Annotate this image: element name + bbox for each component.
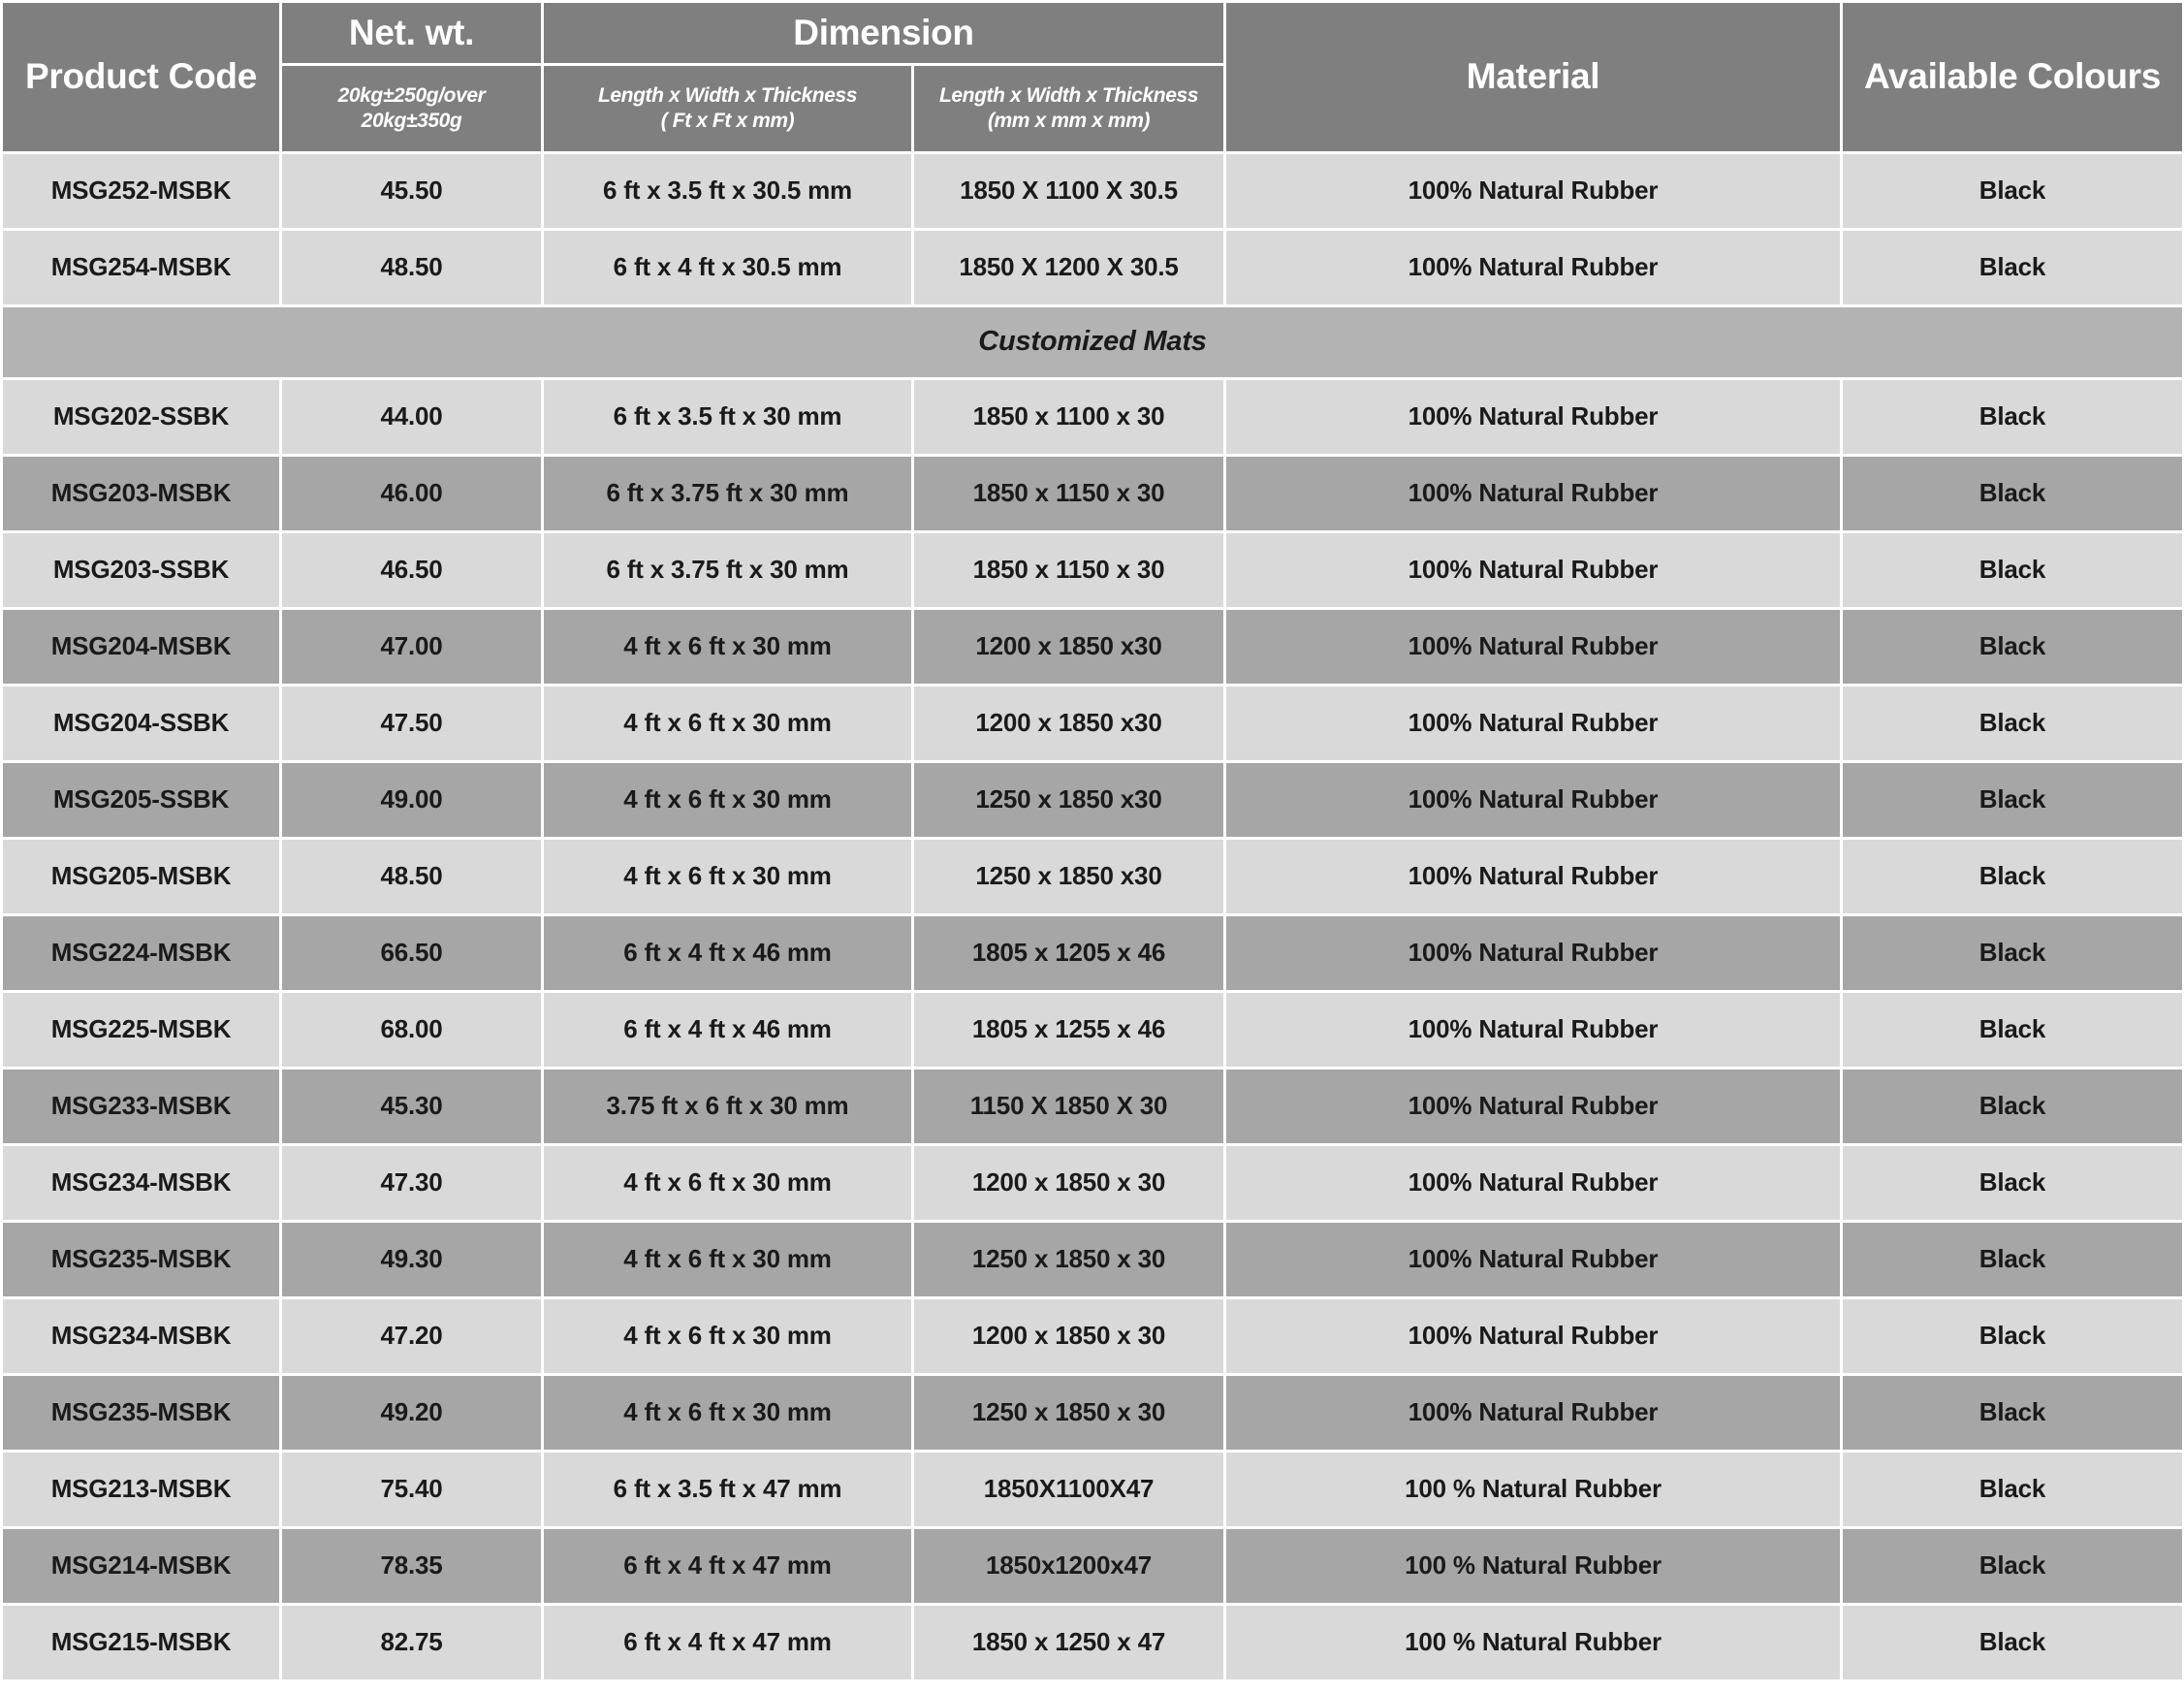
cell-material: 100% Natural Rubber [1225, 230, 1842, 306]
table-row [2, 1069, 2184, 1145]
subheader-net-wt-line1: 20kg±250g/over [337, 83, 486, 107]
cell-product-code: MSG233-MSBK [2, 1069, 281, 1145]
cell-dimension-ft: 4 ft x 6 ft x 30 mm [543, 1145, 913, 1222]
cell-net-weight: 45.50 [281, 153, 543, 230]
table-row [2, 686, 2184, 762]
column-header-product-code: Product Code [2, 2, 281, 153]
table-row [2, 379, 2184, 456]
cell-material: 100% Natural Rubber [1225, 1375, 1842, 1452]
cell-dimension-ft: 4 ft x 6 ft x 30 mm [543, 1298, 913, 1375]
subheader-dimension-mm [913, 65, 1225, 153]
cell-colour: Black [1842, 153, 2184, 230]
table-row [2, 153, 2184, 230]
cell-product-code: MSG235-MSBK [2, 1375, 281, 1452]
column-header-material: Material [1225, 2, 1842, 153]
cell-dimension-mm: 1250 x 1850 x30 [913, 839, 1225, 915]
cell-net-weight: 49.20 [281, 1375, 543, 1452]
table-row [2, 1145, 2184, 1222]
cell-net-weight: 48.50 [281, 230, 543, 306]
cell-product-code: MSG204-MSBK [2, 609, 281, 686]
cell-dimension-ft: 3.75 ft x 6 ft x 30 mm [543, 1069, 913, 1145]
cell-colour: Black [1842, 532, 2184, 609]
table-row [2, 1222, 2184, 1298]
cell-dimension-mm: 1850x1200x47 [913, 1528, 1225, 1605]
header-row-main [2, 2, 2184, 65]
cell-net-weight: 46.00 [281, 456, 543, 532]
cell-material: 100% Natural Rubber [1225, 609, 1842, 686]
cell-colour: Black [1842, 1452, 2184, 1528]
cell-colour: Black [1842, 1069, 2184, 1145]
cell-colour: Black [1842, 1528, 2184, 1605]
table-row [2, 992, 2184, 1069]
cell-dimension-mm: 1850 X 1100 X 30.5 [913, 153, 1225, 230]
table-row [2, 532, 2184, 609]
cell-material: 100% Natural Rubber [1225, 915, 1842, 992]
cell-dimension-ft: 6 ft x 4 ft x 46 mm [543, 992, 913, 1069]
cell-net-weight: 49.00 [281, 762, 543, 839]
cell-dimension-mm: 1850X1100X47 [913, 1452, 1225, 1528]
cell-dimension-ft: 4 ft x 6 ft x 30 mm [543, 686, 913, 762]
cell-dimension-ft: 6 ft x 4 ft x 47 mm [543, 1605, 913, 1681]
cell-colour: Black [1842, 1605, 2184, 1681]
subheader-dimension-ft-line2: ( Ft x Ft x mm) [660, 110, 795, 132]
cell-material: 100% Natural Rubber [1225, 1222, 1842, 1298]
section-header-label: Customized Mats [2, 306, 2184, 379]
cell-dimension-mm: 1200 x 1850 x30 [913, 686, 1225, 762]
cell-product-code: MSG254-MSBK [2, 230, 281, 306]
cell-product-code: MSG203-MSBK [2, 456, 281, 532]
cell-net-weight: 78.35 [281, 1528, 543, 1605]
cell-colour: Black [1842, 762, 2184, 839]
cell-dimension-ft: 4 ft x 6 ft x 30 mm [543, 762, 913, 839]
cell-net-weight: 44.00 [281, 379, 543, 456]
cell-net-weight: 45.30 [281, 1069, 543, 1145]
cell-net-weight: 49.30 [281, 1222, 543, 1298]
cell-dimension-ft: 4 ft x 6 ft x 30 mm [543, 839, 913, 915]
column-header-available-colours: Available Colours [1842, 2, 2184, 153]
cell-colour: Black [1842, 915, 2184, 992]
table-row [2, 1528, 2184, 1605]
cell-dimension-mm: 1850 x 1250 x 47 [913, 1605, 1225, 1681]
cell-dimension-ft: 6 ft x 4 ft x 46 mm [543, 915, 913, 992]
cell-colour: Black [1842, 992, 2184, 1069]
cell-dimension-mm: 1850 x 1100 x 30 [913, 379, 1225, 456]
cell-net-weight: 47.50 [281, 686, 543, 762]
cell-colour: Black [1842, 1375, 2184, 1452]
cell-material: 100 % Natural Rubber [1225, 1605, 1842, 1681]
cell-material: 100% Natural Rubber [1225, 1069, 1842, 1145]
cell-product-code: MSG203-SSBK [2, 532, 281, 609]
table-row [2, 456, 2184, 532]
table-row [2, 839, 2184, 915]
cell-dimension-mm: 1850 x 1150 x 30 [913, 456, 1225, 532]
cell-net-weight: 47.30 [281, 1145, 543, 1222]
table-row [2, 915, 2184, 992]
cell-dimension-ft: 6 ft x 4 ft x 47 mm [543, 1528, 913, 1605]
cell-net-weight: 75.40 [281, 1452, 543, 1528]
cell-material: 100 % Natural Rubber [1225, 1528, 1842, 1605]
subheader-dimension-mm-line2: (mm x mm x mm) [987, 110, 1151, 132]
cell-material: 100 % Natural Rubber [1225, 1452, 1842, 1528]
column-header-net-wt: Net. wt. [281, 2, 543, 65]
cell-product-code: MSG213-MSBK [2, 1452, 281, 1528]
cell-net-weight: 66.50 [281, 915, 543, 992]
cell-colour: Black [1842, 686, 2184, 762]
cell-net-weight: 82.75 [281, 1605, 543, 1681]
cell-net-weight: 48.50 [281, 839, 543, 915]
cell-material: 100% Natural Rubber [1225, 762, 1842, 839]
cell-colour: Black [1842, 839, 2184, 915]
cell-material: 100% Natural Rubber [1225, 379, 1842, 456]
cell-net-weight: 47.20 [281, 1298, 543, 1375]
cell-material: 100% Natural Rubber [1225, 686, 1842, 762]
cell-dimension-mm: 1250 x 1850 x 30 [913, 1222, 1225, 1298]
cell-net-weight: 68.00 [281, 992, 543, 1069]
cell-colour: Black [1842, 1222, 2184, 1298]
table-row [2, 230, 2184, 306]
cell-dimension-mm: 1200 x 1850 x 30 [913, 1298, 1225, 1375]
table-row [2, 1452, 2184, 1528]
cell-dimension-mm: 1200 x 1850 x30 [913, 609, 1225, 686]
cell-product-code: MSG252-MSBK [2, 153, 281, 230]
column-header-dimension: Dimension [543, 2, 1225, 65]
cell-product-code: MSG205-MSBK [2, 839, 281, 915]
cell-dimension-ft: 4 ft x 6 ft x 30 mm [543, 1375, 913, 1452]
cell-colour: Black [1842, 1298, 2184, 1375]
subheader-net-wt-line2: 20kg±350g [361, 110, 462, 132]
cell-dimension-ft: 6 ft x 3.5 ft x 30 mm [543, 379, 913, 456]
cell-dimension-ft: 6 ft x 3.5 ft x 30.5 mm [543, 153, 913, 230]
table-header [2, 2, 2184, 153]
cell-dimension-mm: 1200 x 1850 x 30 [913, 1145, 1225, 1222]
table-row [2, 1605, 2184, 1681]
cell-product-code: MSG202-SSBK [2, 379, 281, 456]
cell-dimension-mm: 1850 X 1200 X 30.5 [913, 230, 1225, 306]
subheader-dimension-mm-line1: Length x Width x Thickness [938, 83, 1199, 107]
cell-dimension-ft: 6 ft x 4 ft x 30.5 mm [543, 230, 913, 306]
cell-net-weight: 46.50 [281, 532, 543, 609]
cell-material: 100% Natural Rubber [1225, 153, 1842, 230]
cell-product-code: MSG225-MSBK [2, 992, 281, 1069]
cell-dimension-mm: 1805 x 1255 x 46 [913, 992, 1225, 1069]
cell-material: 100% Natural Rubber [1225, 1298, 1842, 1375]
table-row [2, 1375, 2184, 1452]
table-row [2, 1298, 2184, 1375]
cell-dimension-ft: 6 ft x 3.75 ft x 30 mm [543, 532, 913, 609]
cell-dimension-mm: 1250 x 1850 x 30 [913, 1375, 1225, 1452]
cell-material: 100% Natural Rubber [1225, 456, 1842, 532]
cell-dimension-ft: 4 ft x 6 ft x 30 mm [543, 609, 913, 686]
cell-material: 100% Natural Rubber [1225, 992, 1842, 1069]
cell-colour: Black [1842, 379, 2184, 456]
subheader-net-wt [281, 65, 543, 153]
cell-product-code: MSG224-MSBK [2, 915, 281, 992]
cell-dimension-ft: 6 ft x 3.75 ft x 30 mm [543, 456, 913, 532]
cell-product-code: MSG214-MSBK [2, 1528, 281, 1605]
cell-product-code: MSG234-MSBK [2, 1145, 281, 1222]
section-header-row [2, 306, 2184, 379]
cell-dimension-mm: 1850 x 1150 x 30 [913, 532, 1225, 609]
cell-dimension-ft: 4 ft x 6 ft x 30 mm [543, 1222, 913, 1298]
table-row [2, 762, 2184, 839]
cell-material: 100% Natural Rubber [1225, 1145, 1842, 1222]
cell-net-weight: 47.00 [281, 609, 543, 686]
table-row [2, 609, 2184, 686]
cell-material: 100% Natural Rubber [1225, 839, 1842, 915]
cell-product-code: MSG234-MSBK [2, 1298, 281, 1375]
subheader-dimension-ft-line1: Length x Width x Thickness [597, 83, 858, 107]
cell-colour: Black [1842, 456, 2184, 532]
cell-product-code: MSG205-SSBK [2, 762, 281, 839]
cell-product-code: MSG235-MSBK [2, 1222, 281, 1298]
cell-colour: Black [1842, 1145, 2184, 1222]
cell-colour: Black [1842, 230, 2184, 306]
subheader-dimension-ft [543, 65, 913, 153]
cell-material: 100% Natural Rubber [1225, 532, 1842, 609]
cell-product-code: MSG204-SSBK [2, 686, 281, 762]
cell-dimension-mm: 1805 x 1205 x 46 [913, 915, 1225, 992]
table-body [2, 153, 2184, 1681]
cell-dimension-ft: 6 ft x 3.5 ft x 47 mm [543, 1452, 913, 1528]
cell-dimension-mm: 1250 x 1850 x30 [913, 762, 1225, 839]
cell-dimension-mm: 1150 X 1850 X 30 [913, 1069, 1225, 1145]
cell-product-code: MSG215-MSBK [2, 1605, 281, 1681]
cell-colour: Black [1842, 609, 2184, 686]
